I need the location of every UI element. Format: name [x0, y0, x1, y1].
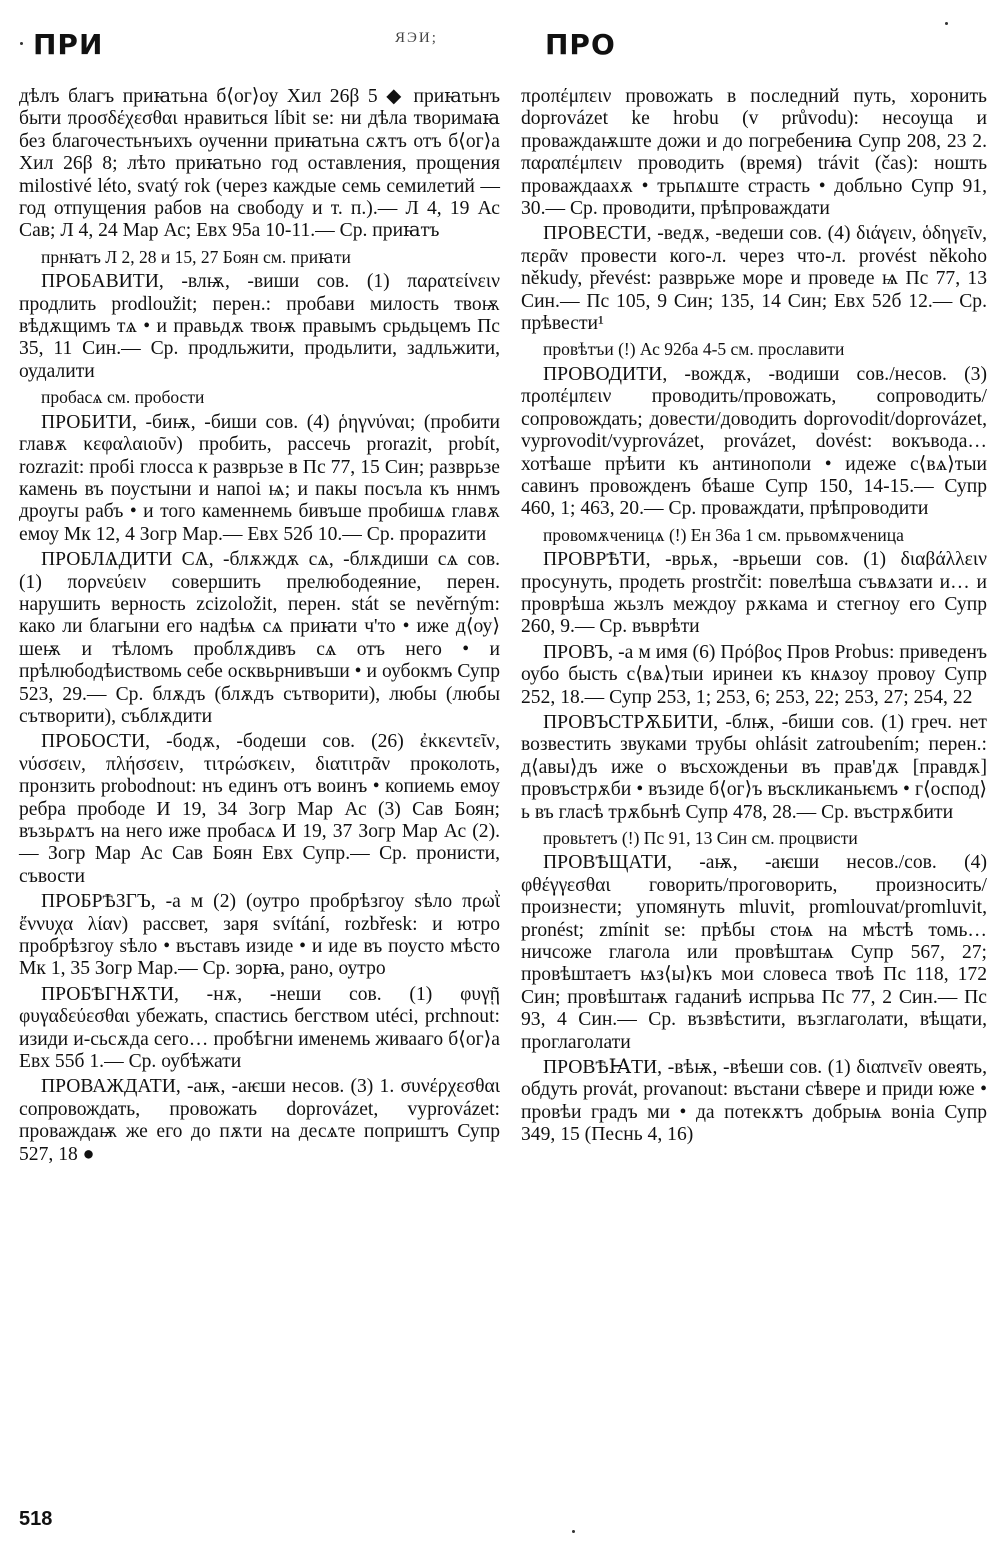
dictionary-entry: ПРОБѢГНѪТИ, -нѫ, -неши сов. (1) φυγῇ φυγαδεύεσθαι убежать, спастись бегством utéci, prchnout: изиди и-сьсѫда сего… пробѣгни именемь живааго б⟨ог⟩а Евх 55б 1.— Ср. оубѣжати — [19, 983, 500, 1073]
entry-paragraph: дѣлъ благъ приꙗтьна б⟨ог⟩оу Хил 26β 5 ◆ приꙗтьнъ быти προσδέχεσθαι нравиться líbit se: ни дѣла творимаꙗ без благочестьнъихъ оученни приꙗтьна сѫтъ отъ б⟨ог⟩а Хил 26β 8; лѣто приꙗтьно год оставления, прощения milostivé léto, svatý rok (через каждые семь семилетий — год отпущения рабов на свободу и т. п.).— Л 4, 19 Ас Сав; Л 4, 24 Мар Ас; Евх 95а 10-11.— Ср. приꙗтъ — [19, 86, 500, 242]
cross-reference: пробасѧ см. пробости — [41, 387, 205, 408]
dictionary-entry: ПРОВЪ, -а м имя (6) Πρόβος Пров Probus: приведенъ оубо бысть с⟨вѧ⟩тыи иринеи къ кнѧзоу провоу Супр 252, 18.— Супр 253, 1; 253, 6; 253, 22; 253, 27; 254, 22 — [521, 641, 987, 708]
entry-paragraph: προπέμπειν провожать в последний путь, хоронить doprovázet ke hrobu (v průvodu): несоуща и проваждаѭште дожи и до погребениꙗ Супр 208, 23 2. παραπέμπειν проводить (время) trávit (čas): ношть проваждаахѫ • трьпѧште страсть • добльно Супр 91, 30.— Ср. проводити, прѣпроваждати — [521, 86, 987, 220]
running-head-right: ПРО — [545, 28, 616, 61]
running-head-middle: ЯЭИ; — [395, 30, 438, 46]
cross-reference: провьтетъ (!) Пс 91, 13 Син см. процвисти — [543, 828, 858, 848]
cross-reference: провомѫченицѧ (!) Ен 36а 1 см. прьвомѫченица — [543, 524, 904, 545]
dictionary-entry: ПРОВРѢТИ, -врьѫ, -врьеши сов. (1) διαβάλλειν просунуть, продеть prostrčit: повелѣша съвѧзати и… и проврѣша жьзлъ междоу рѫкама и стегноу его Супр 260, 9.— Ср. въврѣти — [521, 549, 987, 638]
speck-mark — [945, 22, 948, 25]
cross-reference: провѣтъи (!) Ас 92бa 4-5 см. прославити — [543, 339, 845, 360]
page-number: 518 — [19, 1508, 53, 1530]
right-column — [521, 86, 987, 1150]
left-column — [19, 86, 500, 1169]
speck-mark — [572, 1530, 575, 1533]
page-header — [0, 0, 1000, 80]
dictionary-entry: ПРОВЕСТИ, -ведѫ, -ведеши сов. (4) διάγειν, ὁδηγεῖν, περᾶν провести кого-л. через что-л. provést někoho někudy, převést: разврьже море и проведе ѩ Пс 77, 13 Син.— Пс 105, 9 Син; 135, 14 Син; Евх 52б 12.— Ср. прѣвести¹ — [521, 223, 987, 335]
dictionary-entry: ПРОБОСТИ, -бодѫ, -бодеши сов. (26) ἐκκεντεῖν, νύσσειν, πλήσσειν, τιτρώσκειν, διατιτρᾶν проколоть, пронзить probodnout: нъ единъ отъ воинъ • копиемь емоу ребра прободе И 19, 34 Зогр Мар Ас (3) Сав Боян; възьрѧтъ на него иже пробасѧ И 19, 37 Зогр Мар Ас (2).— Зогр Мар Ас Сав Боян Евх Супр.— Ср. пронисти, съвости — [19, 731, 500, 887]
dictionary-entry: ПРОБЛѦДИТИ СѦ, -блѫждѫ сѧ, -блѫдиши сѧ сов. (1) πορνεύειν совершить прелюбодеяние, перен. нарушить верность zcizoložit, перен. stát se nevěrným: како ли благыни его надѣѩ сѧ приꙗти ч'то • иже д⟨оу⟩шеѭ и тѣломъ проблѫдивъ сѧ отъ него • и прѣлюбодѣиствомь себе осквьрнивъши • и оубокмъ Супр 523, 29.— Ср. блѫдъ (блѫдъ сътворити), любы (любы сътворити), съблѫдити — [19, 549, 500, 727]
cross-reference: прнꙗтъ Л 2, 28 и 15, 27 Боян см. приꙗти — [41, 246, 351, 267]
dictionary-entry: ПРОВАЖДАТИ, -аѭ, -аѥши несов. (3) 1. συνέρχεσθαι сопровождать, провожать doprovázet, vyprovázet: проваждаѭ же его до пѫти на десѧте поприштъ Супр 527, 18 ● — [19, 1076, 500, 1165]
dictionary-entry: ПРОВѢꙖТИ, -вѣѭ, -вѣеши сов. (1) διαπνεῖν овеять, обдуть provát, provanout: въстани сѣвере и приди юже • провѣи градъ ми • да потекѫтъ добрыѩ воніа Супр 349, 15 (Песнь 4, 16) — [521, 1057, 987, 1146]
dictionary-entry: ПРОБИТИ, -биѭ, -биши сов. (4) ῥηγνύναι; (пробити главѫ κεφαλαιοῦν) пробить, рассечь prorazit, probít, rozrazit: пробі глосса к разврьзе в Пс 77, 15 Син; разврьзе камень въ поустыни и напоі ѩ; и пакы посъла къ ннмъ дроугы рабъ • и того каменнемь бивъше пробишѧ главѫ емоу Мк 12, 4 Зогр Мар.— Евх 52б 10.— Ср. прорazити — [19, 411, 500, 545]
dictionary-entry: ПРОВѢЩАТИ, -аѭ, -аѥши несов./сов. (4) φθέγγεσθαι говорить/проговорить, произносить/произнести; упомянуть mluvit, promlouvat/promluvit, pronést; zmínit se: прѣбы стоѩ на мѣстѣ томь… ничсоже глагола или провѣштаѩ Супр 567, 27; провѣштаетъ ѩз⟨ы⟩къ мои словеса твоѣ Пс 118, 172 Син; провѣштаѭ гаданиѣ испрьва Пс 77, 2 Син.— Пс 93, 4 Син.— Ср. възвѣстити, възглаголати, вѣщати, проглаголати — [521, 852, 987, 1053]
dictionary-entry: ПРОВЪСТРѪБИТИ, -блѭ, -биши сов. (1) греч. нет возвестить звуками трубы ohlásit zatroubením; перен.: д⟨авы⟩дъ иже о въсхожденьи въ прав'дѫ [правдѫ] провъстрѫби • възиде б⟨ог⟩ъ въскликаньѥмъ • г⟨оспод⟩ь въ гласѣ трѫбьнѣ Супр 478, 28.— Ср. въстрѫбити — [521, 711, 987, 823]
dictionary-entry: ПРОБРѢЗГЪ, -а м (2) (оутро пробрѣзгоу ѕѣло πρωῒ ἔννυχα λίαν) рассвет, заря svítání, rozbřesk: и ютро пробрѣзгоу ѕѣло • въставъ изиде • и иде въ поусто мѣсто Мк 1, 35 Зогр Мар.— Ср. зорꙗ, рано, оутро — [19, 891, 500, 980]
dictionary-entry: ПРОВОДИТИ, -вождѫ, -водиши сов./несов. (3) προπέμπειν проводить/провожать, сопроводить/сопровождать; довести/доводить doprovodit/doprovázet, vyprovodit/vyprovázet, provázet, dovést: вокъвода… хотѣаше прѣити къ антинополи • идеже с⟨вѧ⟩тыи савинъ провожденъ бѣаше Супр 150, 14-15.— Супр 460, 1; 463, 20.— Ср. проваждати, прѣпроводити — [521, 363, 987, 520]
speck-mark — [20, 42, 23, 45]
running-head-left: ПРИ — [33, 28, 104, 61]
dictionary-entry: ПРОБАВИТИ, -влѭ, -виши сов. (1) παρατείνειν продлить prodloužit; перен.: пробави милость твоѭ вѣдѫщимъ тѧ • и правьдѫ твоѭ правымъ срьдьцемъ Пс 35, 11 Син.— Ср. продльжити, продьлити, задльжити, оудалити — [19, 271, 500, 382]
